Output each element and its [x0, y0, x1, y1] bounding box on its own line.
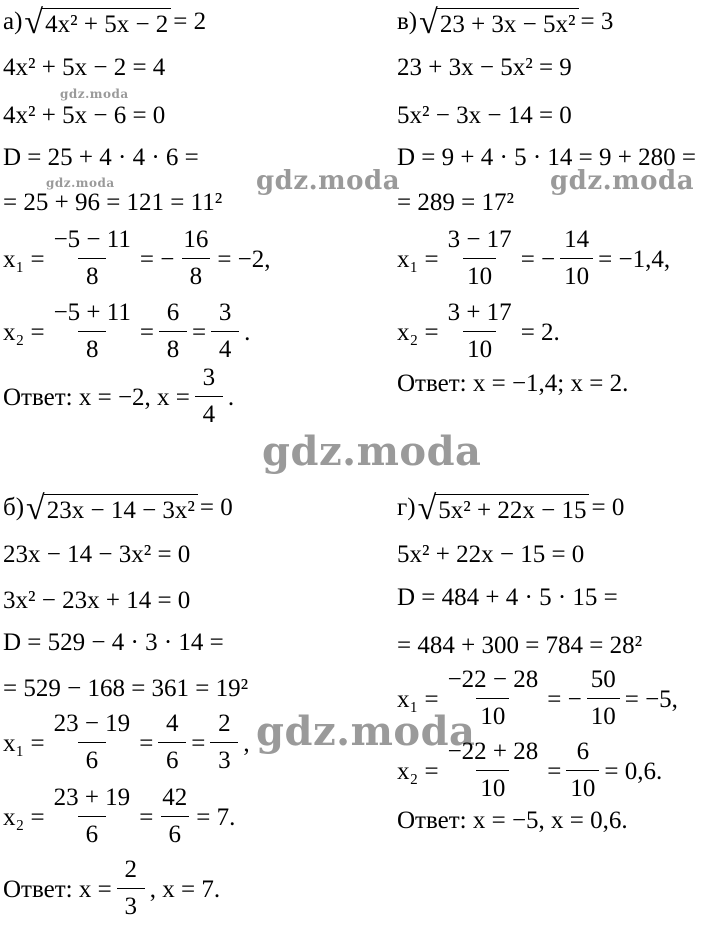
g-x1-label: x₁ =	[397, 685, 439, 713]
a-x2-eq2: =	[191, 318, 207, 346]
b-answer-end: , x = 7.	[149, 875, 221, 903]
frac-numerator: −22 + 28	[447, 738, 539, 766]
b-rhs: = 0	[199, 493, 233, 521]
b-sqrt	[26, 490, 198, 527]
frac-denominator: 10	[463, 331, 496, 365]
v-x2-label: x₂ =	[397, 318, 439, 346]
sqrt-icon: √	[417, 490, 437, 527]
g-x2-label: x₂ =	[397, 757, 439, 785]
frac-denominator: 10	[463, 258, 496, 292]
g-x2-frac	[444, 738, 543, 804]
a-line-1: 4x² + 5x − 2 = 4	[3, 53, 166, 81]
frac-denominator: 8	[78, 331, 106, 365]
a-answer-end: .	[227, 383, 235, 411]
a-rhs: = 2	[173, 7, 207, 35]
v-line-3: D = 9 + 4 · 5 · 14 = 9 + 280 =	[397, 143, 696, 171]
b-equation	[3, 490, 233, 527]
watermark-big-center: gdz.moda	[262, 428, 482, 475]
a-equation	[3, 4, 207, 41]
v-x1-frac	[444, 226, 516, 292]
a-line-4: = 25 + 96 = 121 = 11²	[3, 188, 223, 216]
b-x1-frac	[50, 710, 135, 776]
a-x2-frac3	[211, 299, 239, 365]
g-radicand: 5x² + 22x − 15	[435, 494, 589, 525]
b-x1-label: x₁ =	[3, 729, 45, 757]
v-x1-mid: = −	[520, 245, 556, 273]
frac-denominator: 4	[211, 331, 239, 365]
a-label: а)	[3, 7, 23, 35]
b-x2-frac2	[158, 784, 191, 850]
g-x1-mid: = −	[547, 685, 582, 713]
b-line-2: 3x² − 23x + 14 = 0	[3, 586, 191, 614]
frac-numerator: −5 − 11	[53, 226, 131, 254]
frac-denominator: 8	[78, 258, 106, 292]
sqrt-icon: √	[26, 490, 45, 527]
watermark-mid-2: gdz.moda	[550, 166, 695, 196]
frac-numerator: 4	[166, 710, 179, 738]
frac-numerator: 23 + 19	[53, 784, 131, 812]
a-x1-frac2	[179, 226, 212, 292]
b-line-3: D = 529 − 4 · 3 · 14 =	[3, 628, 224, 656]
v-x2-frac	[444, 299, 516, 365]
frac-denominator: 3	[117, 888, 145, 922]
g-rhs: = 0	[591, 493, 625, 521]
b-x1-eq: =	[139, 729, 154, 757]
watermark-small-1: gdz.moda	[60, 87, 129, 101]
v-x2	[397, 295, 560, 369]
g-answer: Ответ: x = −5, x = 0,6.	[397, 806, 628, 834]
g-label: г)	[397, 493, 416, 521]
v-line-4: = 289 = 17²	[397, 188, 514, 216]
v-rhs: = 3	[580, 7, 614, 35]
a-line-2: 4x² + 5x − 6 = 0	[3, 101, 166, 129]
sqrt-icon: √	[419, 4, 438, 41]
b-x2-frac	[50, 784, 135, 850]
a-x2-label: x₂ =	[3, 318, 45, 346]
b-answer-text: Ответ: x =	[3, 875, 112, 903]
frac-numerator: 3 − 17	[447, 226, 512, 254]
v-equation	[397, 4, 614, 41]
a-x1-label: x₁ =	[3, 245, 45, 273]
v-line-1: 23 + 3x − 5x² = 9	[397, 53, 572, 81]
watermark-mid-1: gdz.moda	[256, 166, 401, 196]
frac-numerator: 3	[202, 364, 216, 392]
frac-numerator: 6	[576, 738, 590, 766]
a-answer-text: Ответ: x = −2, x =	[3, 383, 190, 411]
b-x1-frac3	[210, 710, 238, 776]
v-x1-label: x₁ =	[397, 245, 439, 273]
g-sqrt	[417, 490, 590, 527]
a-x1	[3, 222, 271, 296]
sqrt-icon: √	[24, 4, 44, 41]
frac-denominator: 3	[210, 742, 238, 776]
b-x1-eq2: =	[191, 729, 206, 757]
g-x1	[397, 662, 678, 736]
frac-numerator: 2	[124, 856, 137, 884]
b-answer-frac	[117, 856, 145, 922]
b-radicand: 23x − 14 − 3x²	[44, 494, 198, 525]
g-line-2: D = 484 + 4 · 5 · 15 =	[397, 583, 618, 611]
frac-denominator: 10	[566, 770, 599, 804]
frac-numerator: −5 + 11	[53, 299, 131, 327]
frac-denominator: 6	[158, 742, 186, 776]
frac-denominator: 10	[476, 770, 509, 804]
frac-denominator: 8	[182, 258, 210, 292]
frac-denominator: 10	[587, 698, 620, 732]
frac-denominator: 6	[78, 816, 106, 850]
v-x1	[397, 222, 670, 296]
v-line-2: 5x² − 3x − 14 = 0	[397, 101, 572, 129]
a-sqrt	[24, 4, 171, 41]
g-line-3: = 484 + 300 = 784 = 28²	[397, 631, 643, 659]
frac-denominator: 10	[560, 258, 593, 292]
a-line-3: D = 25 + 4 · 4 · 6 =	[3, 143, 199, 171]
g-x2-end: = 0,6.	[604, 757, 663, 785]
b-x2	[3, 780, 235, 854]
g-line-1: 5x² + 22x − 15 = 0	[397, 540, 585, 568]
frac-denominator: 4	[195, 396, 223, 430]
b-x1	[3, 706, 250, 780]
v-sqrt	[419, 4, 578, 41]
g-equation	[397, 490, 625, 527]
frac-numerator: 16	[183, 226, 209, 254]
g-x2-eq: =	[547, 757, 562, 785]
g-x2-frac2	[566, 738, 599, 804]
v-x2-end: = 2.	[520, 318, 560, 346]
a-x2-frac2	[159, 299, 187, 365]
v-answer: Ответ: x = −1,4; x = 2.	[397, 369, 629, 397]
v-x1-frac2	[560, 226, 593, 292]
b-x1-frac2	[158, 710, 186, 776]
v-label: в)	[397, 7, 418, 35]
frac-numerator: −22 − 28	[447, 666, 539, 694]
watermark-big-lower: gdz.moda	[256, 708, 476, 755]
a-x2-frac	[50, 299, 135, 365]
a-x2-end: .	[244, 318, 251, 346]
b-line-4: = 529 − 168 = 361 = 19²	[3, 674, 249, 702]
b-x1-end: ,	[243, 729, 250, 757]
b-label: б)	[3, 493, 25, 521]
watermark-small-2: gdz.moda	[46, 176, 115, 190]
frac-numerator: 42	[162, 784, 188, 812]
frac-denominator: 6	[161, 816, 189, 850]
frac-numerator: 14	[564, 226, 590, 254]
a-x1-end: = −2,	[217, 245, 271, 273]
v-x1-end: = −1,4,	[598, 245, 671, 273]
g-x1-frac	[444, 666, 543, 732]
frac-numerator: 3	[218, 299, 232, 327]
a-x2	[3, 295, 250, 369]
frac-numerator: 50	[590, 666, 616, 694]
frac-numerator: 6	[166, 299, 180, 327]
frac-numerator: 23 − 19	[53, 710, 131, 738]
b-line-1: 23x − 14 − 3x² = 0	[3, 540, 191, 568]
g-x1-frac2	[587, 666, 620, 732]
frac-numerator: 3 + 17	[447, 299, 512, 327]
frac-denominator: 6	[78, 742, 106, 776]
a-answer	[3, 360, 234, 434]
v-radicand: 23 + 3x − 5x²	[437, 8, 579, 39]
a-x2-eq: =	[139, 318, 154, 346]
a-x1-frac	[50, 226, 135, 292]
b-x2-eq: =	[139, 803, 154, 831]
frac-denominator: 10	[476, 698, 509, 732]
g-x1-end: = −5,	[624, 685, 678, 713]
b-answer	[3, 852, 220, 926]
frac-numerator: 2	[218, 710, 231, 738]
a-radicand: 4x² + 5x − 2	[42, 8, 171, 39]
frac-denominator: 8	[159, 331, 187, 365]
b-x2-label: x₂ =	[3, 803, 45, 831]
g-x2	[397, 734, 662, 808]
b-x2-end: = 7.	[196, 803, 236, 831]
a-x1-mid: = −	[139, 245, 175, 273]
a-answer-frac	[195, 364, 223, 430]
